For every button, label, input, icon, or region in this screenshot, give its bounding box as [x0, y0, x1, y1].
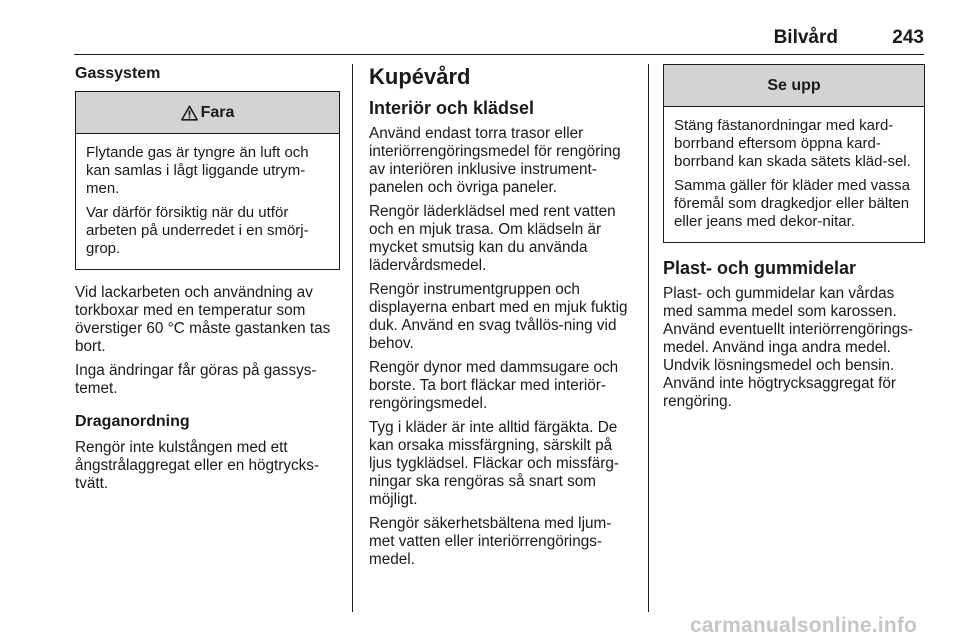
body-paragraph: Rengör inte kulstången med ett ångstrålaggregat eller en högtrycks-tvätt.	[75, 439, 320, 492]
column-2	[369, 64, 634, 575]
body-paragraph: Vid lackarbeten och användning av torkboxar med en temperatur som överstiger 60 °C måste gastanken tas bort.	[75, 284, 331, 355]
header-rule	[74, 54, 924, 55]
danger-paragraph: Flytande gas är tyngre än luft och kan samlas i lågt liggande utrym-men.	[86, 144, 309, 197]
body-paragraph: Rengör läderklädsel med rent vatten och en mjuk trasa. Om klädseln är mycket smutsig kan du använda lädervårdsmedel.	[369, 203, 616, 274]
caution-paragraph: Stäng fästanordningar med kard-borrband eftersom öppna kard-borrband kan skada sätets kläd-sel.	[674, 117, 911, 170]
heading-kupevard: Kupévård	[369, 64, 471, 89]
heading-draganordning: Draganordning	[75, 413, 190, 430]
body-paragraph: Rengör instrumentgruppen och displayerna enbart med en mjuk fuktig duk. Använd en svag tvållös-ning vid behov.	[369, 281, 628, 352]
body-paragraph: Tyg i kläder är inte alltid färgäkta. De kan orsaka missfärgning, särskilt på ljus tygklädsel. Fläckar och missfärg-ningar ska rengöras så snart som möjligt.	[369, 419, 619, 508]
danger-box-label: Fara	[200, 103, 235, 121]
column-3	[663, 64, 925, 417]
page-number: 243	[892, 27, 924, 48]
caution-box	[663, 64, 925, 243]
body-paragraph: Använd endast torra trasor eller interiörrengöringsmedel för rengöring av interiören inklusive instrument-panelen och övriga paneler.	[369, 125, 621, 196]
column-divider	[648, 64, 649, 612]
heading-gassystem: Gassystem	[75, 65, 161, 82]
section-title: Bilvård	[773, 27, 838, 48]
body-paragraph: Inga ändringar får göras på gassys-temet.	[75, 362, 317, 397]
heading-plast: Plast- och gummidelar	[663, 258, 857, 278]
page-header	[74, 27, 924, 55]
caution-box-header	[664, 65, 924, 107]
danger-box	[75, 91, 340, 270]
danger-box-header	[76, 92, 339, 134]
danger-box-body	[76, 134, 339, 269]
body-paragraph: Rengör säkerhetsbältena med ljum-met vatten eller interiörrengörings-medel.	[369, 515, 612, 568]
caution-box-body	[664, 107, 924, 242]
column-divider	[352, 64, 353, 612]
body-paragraph: Rengör dynor med dammsugare och borste. Ta bort fläckar med interiör-rengöringsmedel.	[369, 359, 619, 412]
body-paragraph: Plast- och gummidelar kan vårdas med samma medel som karossen. Använd eventuellt interiörrengörings-medel. Använd inga andra medel. Undvik lösningsmedel och bensin. Använd inte högtrycksaggregat för rengöring.	[663, 285, 913, 410]
caution-box-label: Se upp	[767, 76, 821, 94]
caution-paragraph: Samma gäller för kläder med vassa föremål som dragkedjor eller bälten eller jeans med dekor-nitar.	[674, 177, 910, 230]
heading-interior: Interiör och klädsel	[369, 98, 535, 118]
column-1	[75, 64, 340, 499]
watermark: carmanualsonline.info	[690, 614, 918, 637]
warning-triangle-icon	[181, 105, 198, 121]
danger-paragraph: Var därför försiktig när du utför arbeten på underredet i en smörj-grop.	[86, 204, 309, 257]
